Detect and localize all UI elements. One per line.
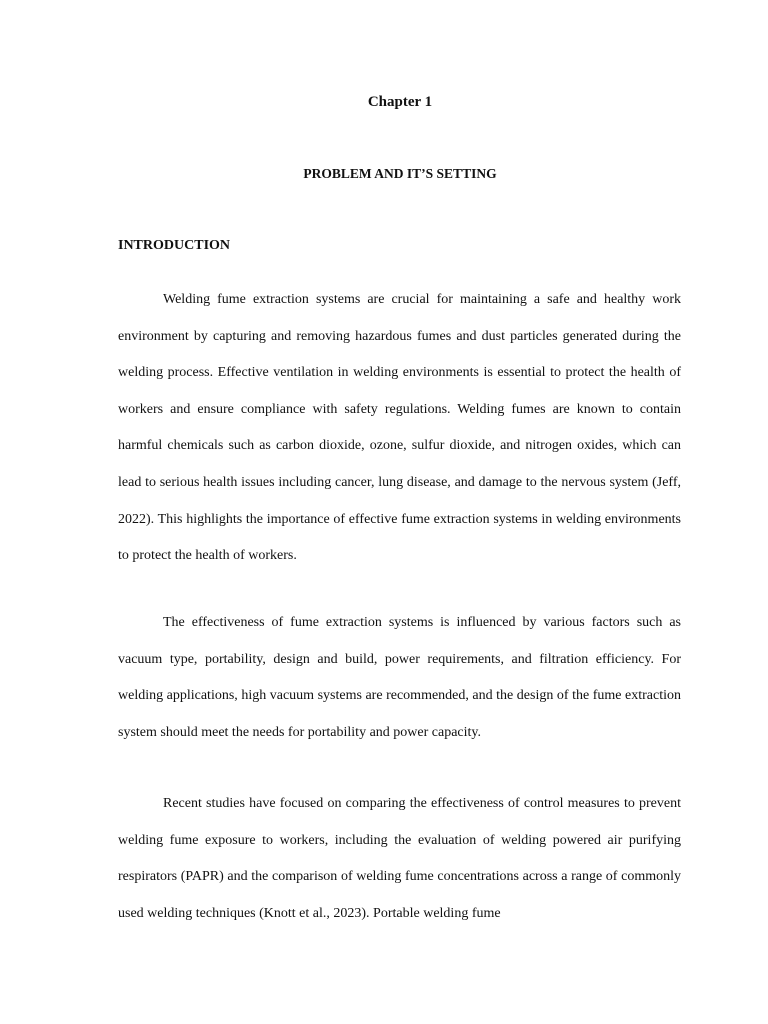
introduction-heading: INTRODUCTION xyxy=(118,238,231,253)
chapter-heading: Chapter 1 xyxy=(367,94,433,110)
section-title: PROBLEM AND IT’S SETTING xyxy=(303,166,497,181)
paragraph-2: The effectiveness of fume extraction systems is influenced by various factors such as vacuum type, portability, design and build, power requirements, and filtration efficiency. For welding applications, high vacuum systems are recommended, and the design of the fume extraction system should meet the needs for portability and power capacity. xyxy=(118,615,681,740)
paragraph-3: Recent studies have focused on comparing the effectiveness of control measures to prevent welding fume exposure to workers, including the evaluation of welding powered air purifying respirators (PAPR) and the comparison of welding fume concentrations across a range of commonly used welding techniques (Knott et al., 2023). Portable welding fume xyxy=(118,796,681,921)
paragraph-1: Welding fume extraction systems are crucial for maintaining a safe and healthy work environment by capturing and removing hazardous fumes and dust particles generated during the welding process. Effective ventilation in welding environments is essential to protect the health of workers and ensure compliance with safety regulations. Welding fumes are known to contain harmful chemicals such as carbon dioxide, ozone, sulfur dioxide, and nitrogen oxides, which can lead to serious health issues including cancer, lung disease, and damage to the nervous system (Jeff, 2022). This highlights the importance of effective fume extraction systems in welding environments to protect the health of workers. xyxy=(118,292,681,564)
